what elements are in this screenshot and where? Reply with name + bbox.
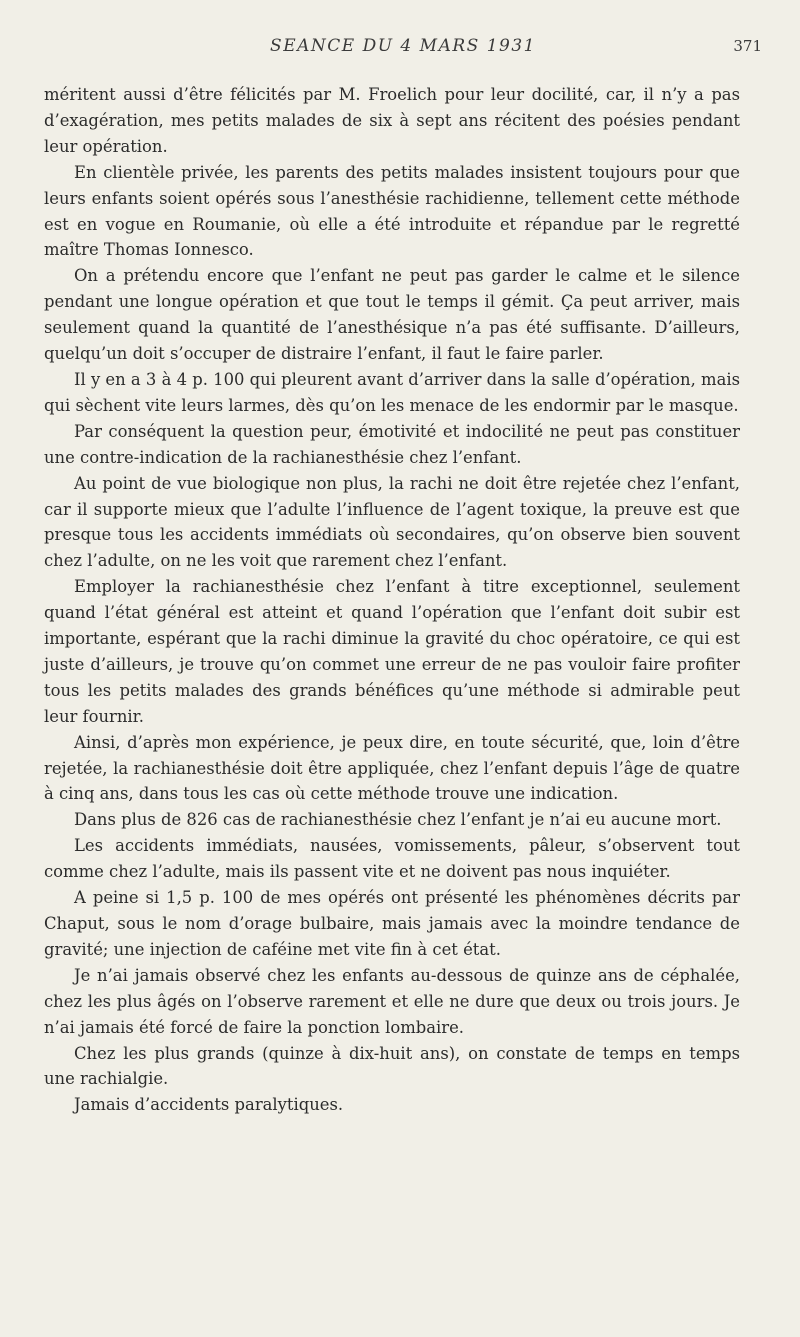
running-header <box>44 36 762 60</box>
body-text <box>44 82 740 1118</box>
paragraph-9: Dans plus de 826 cas de rachianesthésie chez l’enfant je n’ai eu aucune mort. <box>74 810 722 830</box>
paragraph-2: En clientèle privée, les parents des petits malades insistent toujours pour que leurs enfants soient opérés sous l’anesthésie rachidienne, tellement cette méthode est en vogue en Roumanie, où elle a été introduite et répandue par le regretté maître Thomas Ionnesco. <box>44 162 740 260</box>
paragraph-13: Chez les plus grands (quinze à dix-huit ans), on constate de temps en temps une rachialgie. <box>44 1043 740 1089</box>
paragraph-4: Il y en a 3 à 4 p. 100 qui pleurent avant d’arriver dans la salle d’opération, mais qui sèchent vite leurs larmes, dès qu’on les menace de les endormir par le masque. <box>44 369 740 415</box>
paragraph-6: Au point de vue biologique non plus, la rachi ne doit être rejetée chez l’enfant, car il supporte mieux que l’adulte l’influence de l’agent toxique, la preuve est que presque tous les accidents immédiats où secondaires, qu’on observe bien souvent chez l’adulte, on ne les voit que rarement chez l’enfant. <box>44 473 740 571</box>
paragraph-8: Ainsi, d’après mon expérience, je peux dire, en toute sécurité, que, loin d’être rejetée, la rachianesthésie doit être appliquée, chez l’enfant depuis l’âge de quatre à cinq ans, dans tous les cas où cette méthode trouve une indication. <box>44 732 740 804</box>
paragraph-7: Employer la rachianesthésie chez l’enfant à titre exceptionnel, seulement quand l’état général est atteint et quand l’opération que l’enfant doit subir est importante, espérant que la rachi diminue la gravité du choc opératoire, ce qui est juste d’ailleurs, je trouve qu’on commet une erreur de ne pas vouloir faire profiter tous les petits malades des grands bénéfices qu’une méthode si admirable peut leur fournir. <box>44 577 740 726</box>
page-number: 371 <box>733 37 762 55</box>
paragraph-10: Les accidents immédiats, nausées, vomissements, pâleur, s’observent tout comme chez l’adulte, mais ils passent vite et ne doivent pas nous inquiéter. <box>44 836 740 882</box>
paragraph-5: Par conséquent la question peur, émotivité et indocilité ne peut pas constituer une contre-indication de la rachianesthésie chez l’enfant. <box>44 421 740 467</box>
paragraph-14: Jamais d’accidents paralytiques. <box>74 1095 344 1115</box>
paragraph-3: On a prétendu encore que l’enfant ne peut pas garder le calme et le silence pendant une longue opération et que tout le temps il gémit. Ça peut arriver, mais seulement quand la quantité de l’anesthésique n’a pas été suffisante. D’ailleurs, quelqu’un doit s’occuper de distraire l’enfant, il faut le faire parler. <box>44 266 740 364</box>
running-title: SEANCE DU 4 MARS 1931 <box>270 36 536 56</box>
paragraph-12: Je n’ai jamais observé chez les enfants au-dessous de quinze ans de céphalée, chez les plus âgés on l’observe rarement et elle ne dure que deux ou trois jours. Je n’ai jamais été forcé de faire la ponction lombaire. <box>44 965 740 1037</box>
paragraph-1: méritent aussi d’être félicités par M. Froelich pour leur docilité, car, il n’y a pas d’exagération, mes petits malades de six à sept ans récitent des poésies pendant leur opération. <box>44 85 740 156</box>
paragraph-11: A peine si 1,5 p. 100 de mes opérés ont présenté les phénomènes décrits par Chaput, sous le nom d’orage bulbaire, mais jamais avec la moindre tendance de gravité; une injection de caféine met vite fin à cet état. <box>44 888 740 959</box>
